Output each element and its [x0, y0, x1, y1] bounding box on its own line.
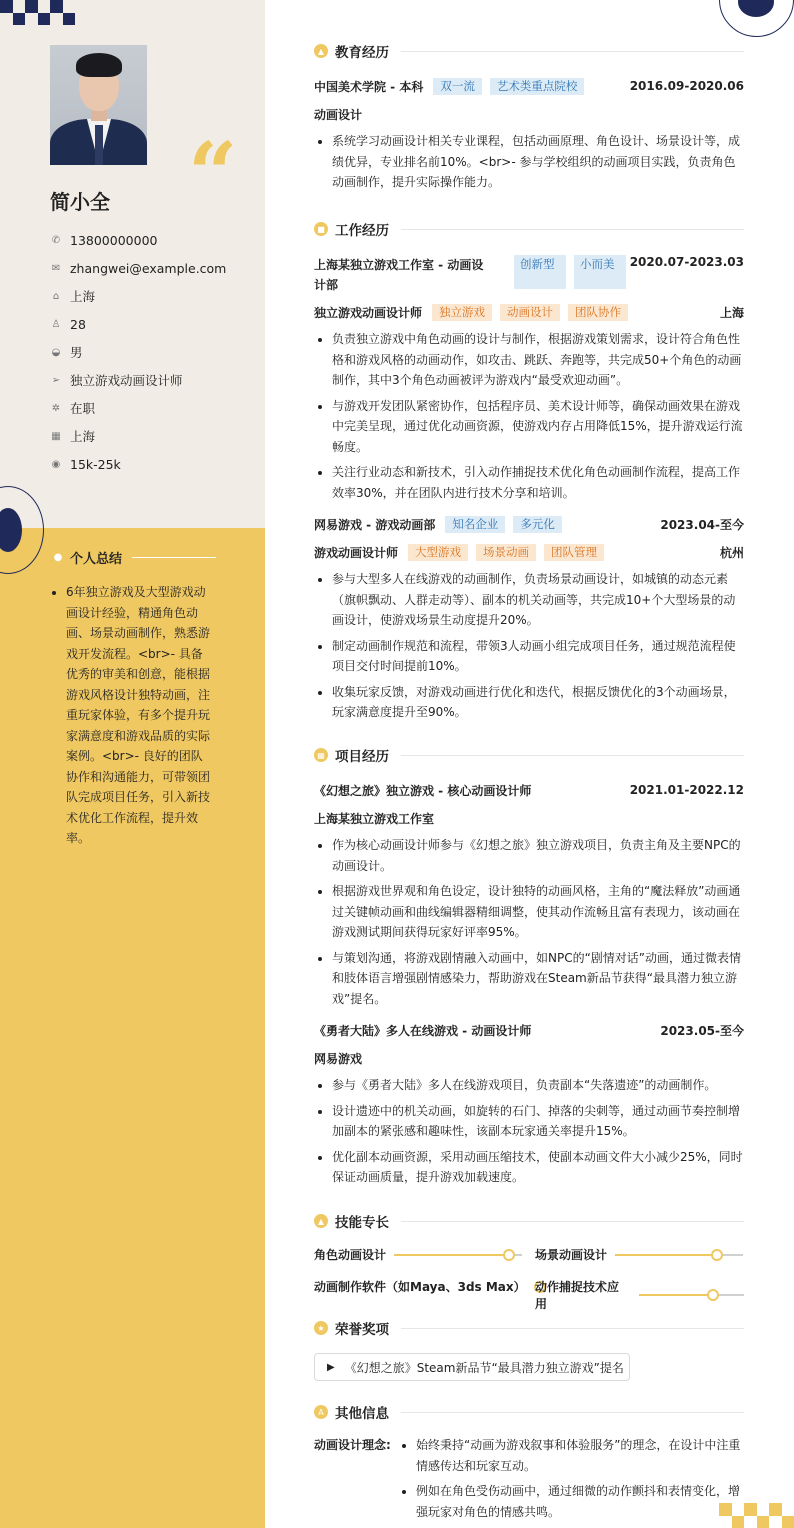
company-tag: 多元化 [513, 516, 562, 533]
other-label: 动画设计理念: [314, 1438, 391, 1452]
mail-icon: ✉ [51, 262, 61, 274]
list-item: • 与策划沟通，将游戏剧情融入动画中，如NPC的“剧情对话”动画，通过微表情和肢体语言增强剧情感染力，帮助游戏在Steam新品节获得“最具潜力独立游戏”提名。 [332, 948, 744, 1010]
job-city: 杭州 [719, 545, 744, 560]
info-email: ✉ zhangwei@example.com [51, 260, 227, 276]
info-location: ⌂ 上海 [50, 282, 226, 310]
contact-info-list [50, 226, 226, 478]
list-item: • 制定动画制作规范和流程，带领3人动画小组完成项目任务，通过规范流程使项目交付时间提前10%。 [332, 636, 744, 677]
skill-knob [711, 1249, 723, 1261]
project-name: 《勇者大陆》多人在线游戏 - 动画设计师 [314, 1023, 532, 1038]
company-tag: 知名企业 [445, 516, 505, 533]
company-name: 网易游戏 - 游戏动画部 [314, 517, 436, 532]
award-icon: ★ [314, 1321, 328, 1335]
role-row [314, 302, 744, 322]
job-row [314, 514, 744, 534]
info-salary: ◉ 15k-25k [51, 456, 121, 472]
summary-text: • 6年独立游戏及大型游戏动画设计经验，精通角色动画、场景动画制作，熟悉游戏开发流程。<br>- 具备优秀的审美和创意，能根据游戏风格设计独特动画，注重玩家体验，有多个提升玩家满意度和游戏品质的实际案例。<br>- 良好的团队协作和沟通能力，可带领团队完成项目任务，引入新技术优化工作流程，提升效率。 [66, 582, 214, 849]
education-heading: ▲ 教育经历 [314, 41, 744, 61]
major: 动画设计 [314, 107, 363, 122]
job-bullets [314, 569, 744, 728]
education-tag: 艺术类重点院校 [490, 78, 585, 95]
project-org: 网易游戏 [314, 1051, 363, 1066]
building-icon: ▦ [51, 430, 61, 442]
list-item: • 系统学习动画设计相关专业课程，包括动画原理、角色设计、场景设计等，成绩优异，专业排名前10%。<br>- 参与学校组织的动画项目实践，负责角色动画制作，提升实际操作能力。 [332, 131, 744, 193]
projects-heading: ▦ 项目经历 [314, 745, 744, 765]
company-name: 上海某独立游戏工作室 - 动画设计部 [314, 258, 484, 292]
skill-bar [615, 1254, 743, 1256]
project-name: 《幻想之旅》独立游戏 - 核心动画设计师 [314, 783, 532, 798]
list-item: • 与游戏开发团队紧密协作，包括程序员、美术设计师等，确保动画效果在游戏中完美呈现，通过优化动画资源，使游戏内存占用降低15%，提升游戏运行流畅度。 [332, 396, 744, 458]
other-info [314, 1435, 744, 1527]
phone-icon: ✆ [51, 234, 61, 246]
company-tag: 创新型 [514, 255, 566, 289]
list-item: • 收集玩家反馈，对游戏动画进行优化和迭代，根据反馈优化的3个动画场景，玩家满意度提升至90%。 [332, 682, 744, 723]
project-period: 2021.01-2022.12 [629, 783, 744, 797]
grid-icon: ▦ [314, 748, 328, 762]
list-item: • 参与《勇者大陆》多人在线游戏项目，负责副本“失落遗迹”的动画制作。 [332, 1075, 744, 1096]
list-item: • 负责独立游戏中角色动画的设计与制作，根据游戏策划需求，设计符合角色性格和游戏风格的动画动作，如攻击、跳跃、奔跑等，共完成50+个角色的动画制作，其中3个角色动画被评为游戏内“最受欢迎动画”。 [332, 329, 744, 391]
project-org-row [314, 808, 744, 828]
age-icon: ♙ [51, 318, 61, 330]
list-item: • 关注行业动态和新技术，引入动作捕捉技术优化角色动画制作流程，提高工作效率30%，并在团队内进行技术分享和培训。 [332, 462, 744, 503]
briefcase-icon: ■ [314, 222, 328, 236]
info-age: ♙ 28 [51, 316, 86, 332]
role-tag: 大型游戏 [408, 544, 468, 561]
list-item: • 设计遗迹中的机关动画，如旋转的石门、掉落的尖刺等，通过动画节奏控制增加副本的紧张感和趣味性，该副本玩家通关率提升15%。 [332, 1101, 744, 1142]
other-heading: A 其他信息 [314, 1402, 744, 1422]
list-item: • 参与大型多人在线游戏的动画制作，负责场景动画设计，如城镇的动态元素（旗帜飘动、人群走动等）、副本的机关动画等，共完成10+个大型场景的动画设计，使游戏场景生动度提升20%。 [332, 569, 744, 631]
awards-heading: ★ 荣誉奖项 [314, 1318, 744, 1338]
company-tag: 小而美 [574, 255, 626, 289]
profile-name: 简小全 [50, 190, 110, 214]
role-tag: 团队管理 [544, 544, 604, 561]
project-org: 上海某独立游戏工作室 [314, 811, 435, 826]
info-gender: ◒ 男 [51, 345, 83, 360]
role-tag: 场景动画 [476, 544, 536, 561]
checker-pattern-top [0, 0, 75, 25]
home-icon: ⌂ [52, 290, 60, 302]
project-bullets [314, 1075, 744, 1193]
skill-knob [503, 1249, 515, 1261]
job-period: 2023.04-至今 [660, 517, 744, 532]
info-icon: A [314, 1405, 328, 1419]
project-row [314, 780, 744, 800]
school-name: 中国美术学院 - 本科 [314, 79, 424, 94]
info-work-city: ▦ 上海 [51, 429, 96, 444]
list-item: • 例如在角色受伤动画中，通过细微的动作颤抖和表情变化，增强玩家对角色的情感共鸣。 [416, 1481, 744, 1522]
job-city: 上海 [719, 305, 744, 320]
play-icon: ▶ [327, 1361, 335, 1373]
job-bullets [314, 329, 744, 508]
project-period: 2023.05-至今 [660, 1023, 744, 1038]
role-name: 游戏动画设计师 [314, 545, 399, 560]
education-row [314, 76, 744, 96]
education-period: 2016.09-2020.06 [629, 79, 744, 93]
list-item: • 优化副本动画资源，采用动画压缩技术，使副本动画文件大小减少25%，同时保证动画质量，提升游戏加载速度。 [332, 1147, 744, 1188]
work-heading: ■ 工作经历 [314, 219, 744, 239]
skills-heading: ▲ 技能专长 [314, 1211, 744, 1231]
role-row [314, 542, 744, 562]
role-tag: 独立游戏 [432, 304, 492, 321]
education-icon: ▲ [314, 44, 328, 58]
education-bullets [314, 131, 744, 198]
role-tag: 动画设计 [500, 304, 560, 321]
info-status: ✲ 在职 [51, 401, 96, 416]
sidebar [0, 0, 265, 1528]
status-icon: ✲ [51, 402, 61, 414]
project-row [314, 1020, 744, 1040]
project-bullets [314, 835, 744, 1014]
award-item[interactable]: ▶ 《幻想之旅》Steam新品节“最具潜力独立游戏”提名 [314, 1353, 630, 1381]
education-tag: 双一流 [433, 78, 482, 95]
role-name: 独立游戏动画设计师 [314, 305, 423, 320]
avatar-photo [50, 45, 147, 165]
quote-mark-icon: “ [188, 124, 238, 225]
job-period: 2020.07-2023.03 [629, 255, 744, 269]
salary-icon: ◉ [51, 458, 61, 470]
project-org-row [314, 1048, 744, 1068]
send-icon: ➢ [51, 374, 61, 386]
user-icon: ● [53, 552, 63, 563]
skill-bar [394, 1254, 522, 1256]
skill-item: 动作捕捉技术应用 [535, 1278, 744, 1312]
list-item: • 根据游戏世界观和角色设定，设计独特的动画风格，主角的“魔法释放”动画通过关键帧动画和曲线编辑器精细调整，使其动作流畅且富有表现力，该动画在游戏测试期间获得玩家好评率95%。 [332, 881, 744, 943]
checker-pattern-bottom [719, 1503, 794, 1528]
skill-item: 场景动画设计 [535, 1246, 743, 1263]
job-row [314, 255, 744, 295]
role-tag: 团队协作 [568, 304, 628, 321]
summary-heading: ● 个人总结 [52, 548, 216, 567]
gender-icon: ◒ [51, 346, 61, 358]
skill-knob [707, 1289, 719, 1301]
thumbs-up-icon: ▲ [314, 1214, 328, 1228]
summary-list [50, 582, 214, 849]
skill-item: 角色动画设计 [314, 1246, 522, 1263]
major-row [314, 104, 744, 124]
info-position: ➢ 独立游戏动画设计师 [51, 373, 183, 388]
skill-bar [639, 1294, 744, 1296]
list-item: • 始终秉持“动画为游戏叙事和体验服务”的理念，在设计中注重情感传达和玩家互动。 [416, 1435, 744, 1476]
skill-item: 动画制作软件（如Maya、3ds Max） [314, 1278, 548, 1295]
other-bullets [398, 1435, 744, 1527]
info-phone: ✆ 13800000000 [51, 232, 158, 248]
list-item: • 作为核心动画设计师参与《幻想之旅》独立游戏项目，负责主角及主要NPC的动画设计。 [332, 835, 744, 876]
